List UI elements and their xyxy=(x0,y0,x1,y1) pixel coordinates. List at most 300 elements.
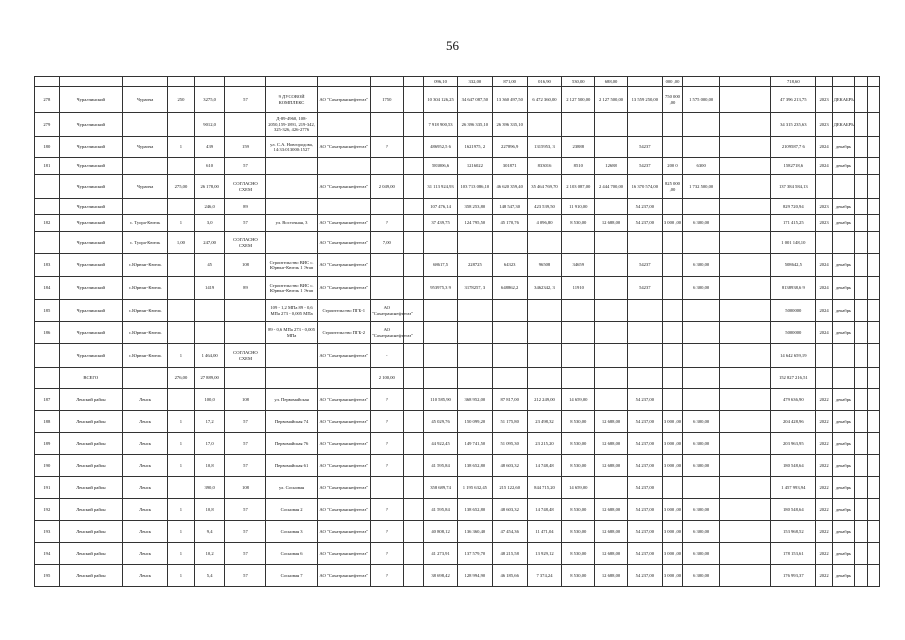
table-cell xyxy=(627,232,662,254)
table-row xyxy=(35,277,880,300)
table-cell: Чуралчинский xyxy=(59,300,123,322)
table-cell: Ленский район xyxy=(59,433,123,455)
table-cell: Строительство ВИС с. Юрюнг-Кюель 1 Этап xyxy=(266,254,317,277)
table-cell xyxy=(527,344,562,368)
table-cell: 1 xyxy=(168,565,195,587)
table-cell: 530,00 xyxy=(562,77,595,87)
table-cell: 89 - 0,6 МПа 273 - 0,005 МПа xyxy=(266,322,317,344)
table-cell: 152 827 216,51 xyxy=(771,368,816,389)
table-cell: Ленск xyxy=(123,521,168,543)
table-cell xyxy=(627,77,662,87)
table-cell: АО "Сахатранснефтегаз" xyxy=(317,175,370,199)
table-cell: Строительство ВИС с. Юрюнг-Кюель 1 Этап xyxy=(266,277,317,300)
table-cell xyxy=(424,300,458,322)
table-cell: 48 603,32 xyxy=(492,499,527,521)
table-cell: 47 396 213,75 xyxy=(771,87,816,113)
table-cell: 2 127 500,00 xyxy=(562,87,595,113)
table-cell: АО "Сахатранснефтегаз" xyxy=(317,137,370,158)
table-cell: 9 ДУСОВОЙ КОМПЛЕКС xyxy=(266,87,317,113)
table-cell xyxy=(424,322,458,344)
table-cell: декабрь xyxy=(832,254,855,277)
table-cell xyxy=(720,411,771,433)
table-cell: 41 595,84 xyxy=(424,455,458,477)
table-cell: Ленск xyxy=(123,455,168,477)
table-cell: 14 748,48 xyxy=(527,455,562,477)
table-row xyxy=(35,344,880,368)
table-cell xyxy=(403,499,423,521)
table-cell xyxy=(867,455,879,477)
table-cell xyxy=(816,344,832,368)
table-cell: Строительство ПГБ-2 xyxy=(317,322,370,344)
table-cell: 45 xyxy=(194,254,225,277)
table-cell: 10 304 126,25 xyxy=(424,87,458,113)
table-cell: 1 195 632,45 xyxy=(457,477,492,499)
table-cell xyxy=(317,113,370,137)
table-cell: Ленск xyxy=(123,389,168,411)
table-cell: 8 530,00 xyxy=(562,521,595,543)
table-cell xyxy=(832,232,855,254)
table-cell: 7,00 xyxy=(370,232,403,254)
table-cell: 2109587,7 6 xyxy=(771,137,816,158)
table-cell xyxy=(370,254,403,277)
table-cell xyxy=(123,158,168,175)
table-cell: декабрь xyxy=(832,277,855,300)
table-cell: 26 178,00 xyxy=(194,175,225,199)
table-cell: 2024 xyxy=(816,277,832,300)
table-cell: 1 732 500,00 xyxy=(683,175,720,199)
table-row xyxy=(35,499,880,521)
table-cell: 228725 xyxy=(457,254,492,277)
table-cell: 57 xyxy=(225,215,266,232)
table-cell xyxy=(855,87,867,113)
table-cell xyxy=(662,389,682,411)
table-cell: 332,00 xyxy=(457,77,492,87)
table-cell: 180 548,64 xyxy=(771,499,816,521)
table-cell: 8510 xyxy=(562,158,595,175)
table-cell: Чуралчинский xyxy=(59,137,123,158)
table-cell xyxy=(266,158,317,175)
table-cell: 479 636,90 xyxy=(771,389,816,411)
table-cell xyxy=(595,344,628,368)
table-cell: 8 530,00 xyxy=(562,215,595,232)
table-cell: Чуралчинский xyxy=(59,215,123,232)
table-cell xyxy=(35,232,60,254)
table-cell xyxy=(855,232,867,254)
table-cell xyxy=(194,300,225,322)
table-cell: 1 xyxy=(168,215,195,232)
table-cell xyxy=(317,158,370,175)
table-cell: АО "Сахатранснефтегаз" xyxy=(317,521,370,543)
table-cell: 2 103 087,00 xyxy=(562,175,595,199)
table-cell xyxy=(403,113,423,137)
table-cell xyxy=(832,368,855,389)
table-cell: 3462342, 3 xyxy=(527,277,562,300)
table-cell xyxy=(662,368,682,389)
table-cell: 54 237,00 xyxy=(627,521,662,543)
table-cell: 439 xyxy=(194,137,225,158)
table-cell xyxy=(492,232,527,254)
table-cell xyxy=(720,175,771,199)
table-cell: 57 xyxy=(225,455,266,477)
table-cell: 1621975, 2 xyxy=(457,137,492,158)
table-cell: 2022 xyxy=(816,499,832,521)
table-cell: Ленск xyxy=(123,565,168,587)
table-row xyxy=(35,87,880,113)
table-cell: Первомайская 74 xyxy=(266,411,317,433)
table-cell: 486952,5 6 xyxy=(424,137,458,158)
table-cell xyxy=(720,199,771,215)
table-cell: 57 xyxy=(225,543,266,565)
table-cell: 38 698,42 xyxy=(424,565,458,587)
table-row xyxy=(35,137,880,158)
table-cell: 96508 xyxy=(527,254,562,277)
table-cell: 2024 xyxy=(816,300,832,322)
table-cell xyxy=(168,113,195,137)
table-cell xyxy=(457,232,492,254)
table-cell: 2024 xyxy=(816,158,832,175)
table-cell: 829 720,94 xyxy=(771,199,816,215)
table-cell xyxy=(317,199,370,215)
table-cell xyxy=(662,199,682,215)
table-cell: 54 237,00 xyxy=(627,389,662,411)
table-cell: 2024 xyxy=(816,322,832,344)
table-row xyxy=(35,389,880,411)
table-cell: Ленск xyxy=(123,411,168,433)
table-cell xyxy=(867,477,879,499)
table-cell: АО "Сахатранснефтегаз" xyxy=(317,433,370,455)
table-cell: 31 113 924,93 xyxy=(424,175,458,199)
table-cell: 8 530,00 xyxy=(562,455,595,477)
table-cell xyxy=(225,113,266,137)
table-cell: 51 175,80 xyxy=(492,411,527,433)
table-cell: Сосновая 3 xyxy=(266,521,317,543)
table-cell: 3 000 ,00 xyxy=(662,411,682,433)
table-cell xyxy=(683,477,720,499)
table-cell: 136 360,40 xyxy=(457,521,492,543)
table-cell: 5,4 xyxy=(194,565,225,587)
table-cell xyxy=(595,368,628,389)
table-cell: Чуралчинский xyxy=(59,232,123,254)
table-cell: ? xyxy=(370,215,403,232)
table-cell: АО "Сахатранснефтегаз" xyxy=(317,477,370,499)
table-cell xyxy=(855,300,867,322)
table-cell: декабрь xyxy=(832,300,855,322)
table-cell xyxy=(35,77,60,87)
table-cell xyxy=(403,389,423,411)
table-cell: 250 xyxy=(168,87,195,113)
table-cell: 54 237,00 xyxy=(627,411,662,433)
table-cell: 100,0 xyxy=(194,389,225,411)
table-cell: 3275,0 xyxy=(194,87,225,113)
table-cell: ДЕКАБРЬ xyxy=(832,87,855,113)
table-cell xyxy=(595,254,628,277)
table-cell: 508642,5 xyxy=(771,254,816,277)
table-cell xyxy=(403,87,423,113)
table-cell xyxy=(266,344,317,368)
table-cell: 6 300,00 xyxy=(683,455,720,477)
table-cell: 1 464,00 xyxy=(194,344,225,368)
table-cell: декабрь xyxy=(832,389,855,411)
table-cell: АО "Сахатранснефтегаз" xyxy=(317,565,370,587)
table-cell: 13 559 250,00 xyxy=(627,87,662,113)
table-cell xyxy=(832,175,855,199)
table-cell xyxy=(595,277,628,300)
table-cell xyxy=(403,215,423,232)
table-cell xyxy=(370,277,403,300)
table-cell xyxy=(370,113,403,137)
table-cell: 1 xyxy=(168,411,195,433)
table-cell: АО "Сахатранснефтегаз" xyxy=(317,455,370,477)
table-cell xyxy=(457,300,492,322)
table-cell: ул. Восточная, 3 xyxy=(266,215,317,232)
table-cell: 953975,3 9 xyxy=(424,277,458,300)
table-cell: СОГЛАСНО СХЕМ xyxy=(225,344,266,368)
table-cell: 34 315 235,63 xyxy=(771,113,816,137)
table-cell xyxy=(832,77,855,87)
table-cell xyxy=(662,322,682,344)
table-cell xyxy=(527,322,562,344)
table-cell: 47 454,36 xyxy=(492,521,527,543)
table-cell xyxy=(855,175,867,199)
table-cell xyxy=(683,199,720,215)
table-cell xyxy=(457,322,492,344)
table-row xyxy=(35,565,880,587)
table-cell xyxy=(855,521,867,543)
table-cell xyxy=(683,300,720,322)
table-cell: 610 xyxy=(194,158,225,175)
table-cell: 17,2 xyxy=(194,411,225,433)
table-cell: 34 647 087,50 xyxy=(457,87,492,113)
table-cell: Ленск xyxy=(123,499,168,521)
table-cell xyxy=(662,344,682,368)
table-cell: 51 095,30 xyxy=(492,433,527,455)
table-cell: 276,00 xyxy=(168,368,195,389)
table-cell: 48 603,32 xyxy=(492,455,527,477)
table-cell xyxy=(867,87,879,113)
table-cell: 3 000 ,00 xyxy=(662,521,682,543)
table-cell: 54 237,00 xyxy=(627,215,662,232)
table-cell: 368 952,00 xyxy=(457,389,492,411)
table-cell: 2022 xyxy=(816,543,832,565)
table-cell xyxy=(527,368,562,389)
table-cell: 54 237,00 xyxy=(627,565,662,587)
table-cell: 41 273,91 xyxy=(424,543,458,565)
table-cell: 2 049,00 xyxy=(370,175,403,199)
table-cell: 1 457 993,94 xyxy=(771,477,816,499)
table-cell: 138 652,80 xyxy=(457,499,492,521)
table-cell xyxy=(266,232,317,254)
table-row xyxy=(35,254,880,277)
table-cell xyxy=(683,344,720,368)
table-cell: 358 253,80 xyxy=(457,199,492,215)
table-cell: 57 xyxy=(225,158,266,175)
table-cell: 1 xyxy=(168,344,195,368)
table-cell: 23 215,20 xyxy=(527,433,562,455)
table-cell xyxy=(855,277,867,300)
table-cell: 107 476,14 xyxy=(424,199,458,215)
table-cell: 648862,2 xyxy=(492,277,527,300)
table-cell: 108 xyxy=(225,477,266,499)
table-cell: 2 444 700,00 xyxy=(595,175,628,199)
table-cell: 227896,9 xyxy=(492,137,527,158)
table-cell: 182 xyxy=(35,215,60,232)
table-cell xyxy=(225,322,266,344)
table-cell: ? xyxy=(370,499,403,521)
table-cell: 203 963,95 xyxy=(771,433,816,455)
table-cell: 9,4 xyxy=(194,521,225,543)
table-cell: 4 096,80 xyxy=(527,215,562,232)
table-cell: 3 000 ,00 xyxy=(662,543,682,565)
table-row xyxy=(35,77,880,87)
table-cell: 108 xyxy=(225,254,266,277)
table-cell xyxy=(168,199,195,215)
table-cell: Ленский район xyxy=(59,521,123,543)
table-cell xyxy=(720,477,771,499)
table-cell: Строительство ПГБ-1 xyxy=(317,300,370,322)
table-cell: 8138938,6 9 xyxy=(771,277,816,300)
table-cell: 27 889,00 xyxy=(194,368,225,389)
table-cell: 1 001 148,10 xyxy=(771,232,816,254)
table-row xyxy=(35,411,880,433)
table-cell: 12 688,00 xyxy=(595,215,628,232)
table-cell xyxy=(123,113,168,137)
table-cell xyxy=(855,215,867,232)
table-cell: 64323 xyxy=(492,254,527,277)
table-cell: 185 xyxy=(35,300,60,322)
table-cell: 10,2 xyxy=(194,543,225,565)
table-cell xyxy=(595,199,628,215)
table-cell: ? xyxy=(370,389,403,411)
table-cell: 12 688,00 xyxy=(595,565,628,587)
table-cell xyxy=(168,158,195,175)
table-cell: 688,00 xyxy=(595,77,628,87)
table-cell: 358 689,74 xyxy=(424,477,458,499)
table-cell: 6 300,00 xyxy=(683,411,720,433)
table-cell xyxy=(168,300,195,322)
table-cell: 1582718,6 xyxy=(771,158,816,175)
table-cell: 7 918 900,53 xyxy=(424,113,458,137)
table-cell xyxy=(424,232,458,254)
table-cell xyxy=(867,199,879,215)
table-cell xyxy=(123,199,168,215)
table-cell: 57 xyxy=(225,499,266,521)
table-cell: 8 530,00 xyxy=(562,499,595,521)
table-cell: 2 100,00 xyxy=(370,368,403,389)
table-cell: ? xyxy=(370,543,403,565)
table-cell xyxy=(720,565,771,587)
table-cell: 137 579,70 xyxy=(457,543,492,565)
table-cell: Чуралчинский xyxy=(59,199,123,215)
table-cell: 183 xyxy=(35,254,60,277)
table-cell: 12 688,00 xyxy=(595,499,628,521)
table-cell: Ленский район xyxy=(59,543,123,565)
table-cell xyxy=(370,158,403,175)
table-cell: 150 099,20 xyxy=(457,411,492,433)
table-cell xyxy=(424,368,458,389)
table-cell xyxy=(816,77,832,87)
table-cell: 871,00 xyxy=(492,77,527,87)
table-cell: 6 300,00 xyxy=(683,543,720,565)
table-cell xyxy=(627,322,662,344)
table-cell: 41 595,84 xyxy=(424,499,458,521)
table-row xyxy=(35,455,880,477)
table-cell xyxy=(403,565,423,587)
table-cell: 54 237,00 xyxy=(627,433,662,455)
table-cell: 54237 xyxy=(627,277,662,300)
table-cell xyxy=(403,232,423,254)
table-cell: декабрь xyxy=(832,543,855,565)
table-cell xyxy=(720,344,771,368)
table-cell xyxy=(855,322,867,344)
table-cell xyxy=(595,322,628,344)
table-row xyxy=(35,113,880,137)
table-cell: 187 xyxy=(35,389,60,411)
table-cell: 57 xyxy=(225,433,266,455)
table-cell xyxy=(168,277,195,300)
table-cell: с. Туора-Кюель xyxy=(123,215,168,232)
table-cell xyxy=(855,254,867,277)
table-cell xyxy=(662,137,682,158)
table-cell: 46 620 359,40 xyxy=(492,175,527,199)
table-cell xyxy=(855,455,867,477)
table-cell: 186 xyxy=(35,322,60,344)
table-cell: ? xyxy=(370,411,403,433)
table-cell: 14 659,00 xyxy=(562,477,595,499)
table-cell xyxy=(867,232,879,254)
table-cell: 124 795,50 xyxy=(457,215,492,232)
table-cell: 189 xyxy=(35,433,60,455)
table-cell: Чуралчинский xyxy=(59,277,123,300)
table-cell: декабрь xyxy=(832,199,855,215)
table-cell: 109 - 1,2 MПa 89 - 0,6 MПa 273 - 0,005 MПa xyxy=(266,300,317,322)
table-cell: 3 000 ,00 xyxy=(662,499,682,521)
table-cell xyxy=(123,368,168,389)
table-cell xyxy=(595,300,628,322)
table-cell: Ленский район xyxy=(59,411,123,433)
table-cell: декабрь xyxy=(832,158,855,175)
table-cell: 54237 xyxy=(627,137,662,158)
table-cell xyxy=(855,477,867,499)
table-cell: Чуралчинский xyxy=(59,87,123,113)
table-cell xyxy=(662,113,682,137)
table-cell xyxy=(867,344,879,368)
table-row xyxy=(35,215,880,232)
table-cell: ? xyxy=(370,455,403,477)
table-cell xyxy=(403,175,423,199)
table-cell: 153 968,52 xyxy=(771,521,816,543)
table-cell: 12 688,00 xyxy=(595,543,628,565)
table-cell: 6 300,00 xyxy=(683,521,720,543)
table-cell: 6 300,00 xyxy=(683,254,720,277)
table-cell xyxy=(720,113,771,137)
table-cell: 1 xyxy=(168,499,195,521)
table-cell: 8 530,00 xyxy=(562,411,595,433)
table-cell: 192 xyxy=(35,499,60,521)
table-cell: 191 xyxy=(35,477,60,499)
table-row xyxy=(35,175,880,199)
table-cell: 110 585,90 xyxy=(424,389,458,411)
table-cell: 2022 xyxy=(816,477,832,499)
table-cell xyxy=(867,389,879,411)
table-cell: ? xyxy=(370,521,403,543)
table-cell: 148 547,30 xyxy=(492,199,527,215)
table-cell xyxy=(266,199,317,215)
table-cell xyxy=(855,565,867,587)
table-cell xyxy=(403,368,423,389)
table-cell: 6 300,00 xyxy=(683,277,720,300)
table-cell xyxy=(492,322,527,344)
table-cell xyxy=(627,113,662,137)
